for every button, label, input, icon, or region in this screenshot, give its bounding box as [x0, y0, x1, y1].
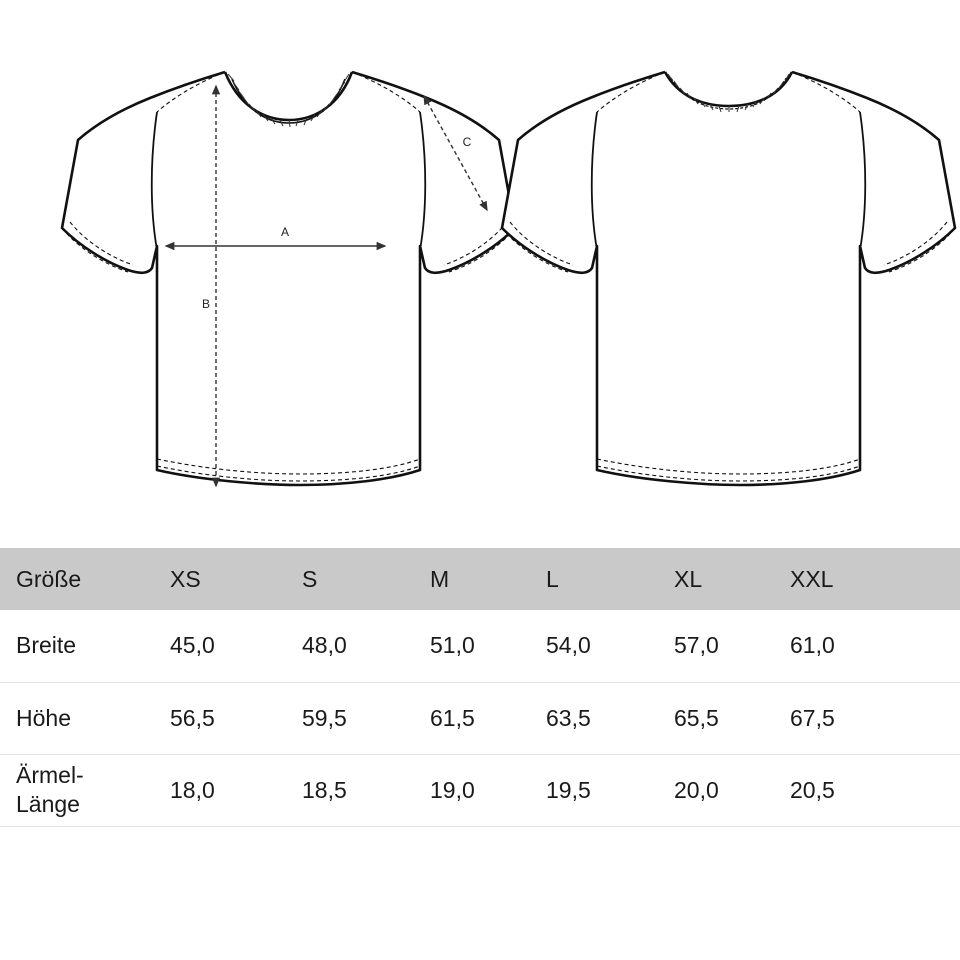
cell-aermel-m: 19,0: [430, 776, 475, 803]
cell-hoehe-xxl: 67,5: [790, 704, 835, 731]
cell-aermel-xl: 20,0: [674, 776, 719, 803]
cell-aermel-s: 18,5: [302, 776, 347, 803]
cell-breite-xs: 45,0: [170, 632, 215, 659]
cell-hoehe-m: 61,5: [430, 704, 475, 731]
cell-hoehe-xl: 65,5: [674, 704, 719, 731]
measure-b-label: B: [201, 297, 211, 311]
cell-breite-m: 51,0: [430, 632, 475, 659]
table-header-row: [0, 548, 960, 610]
cell-breite-s: 48,0: [302, 632, 347, 659]
header-cell-groesse: Größe: [16, 565, 82, 592]
cell-breite-xxl: 61,0: [790, 632, 835, 659]
header-cell-xs: XS: [170, 565, 201, 592]
row-label-breite: Breite: [16, 632, 77, 659]
t-shirt-front-illustration: [62, 72, 515, 485]
cell-hoehe-l: 63,5: [546, 704, 591, 731]
cell-aermel-xxl: 20,5: [790, 776, 835, 803]
size-table-container: [0, 548, 960, 827]
measure-a-label: A: [280, 225, 290, 239]
size-table: [0, 548, 960, 827]
t-shirt-back-illustration: [502, 72, 955, 485]
row-label-hoehe: Höhe: [16, 704, 71, 731]
table-row: [0, 610, 960, 682]
measure-c-label: C: [462, 135, 472, 149]
header-cell-m: M: [430, 565, 450, 592]
row-label-line2: Länge: [16, 791, 80, 817]
table-row: [0, 754, 960, 826]
cell-aermel-l: 19,5: [546, 776, 591, 803]
row-label-aermellaenge: [0, 754, 170, 826]
table-row: [0, 682, 960, 754]
cell-breite-xl: 57,0: [674, 632, 719, 659]
header-cell-xl: XL: [674, 565, 703, 592]
row-label-line1: Ärmel-: [16, 762, 84, 789]
header-cell-s: S: [302, 565, 318, 592]
header-cell-l: L: [546, 565, 559, 592]
cell-breite-l: 54,0: [546, 632, 591, 659]
cell-hoehe-xs: 56,5: [170, 704, 215, 731]
cell-aermel-xs: 18,0: [170, 776, 215, 803]
cell-hoehe-s: 59,5: [302, 704, 347, 731]
header-cell-xxl: XXL: [790, 565, 834, 592]
